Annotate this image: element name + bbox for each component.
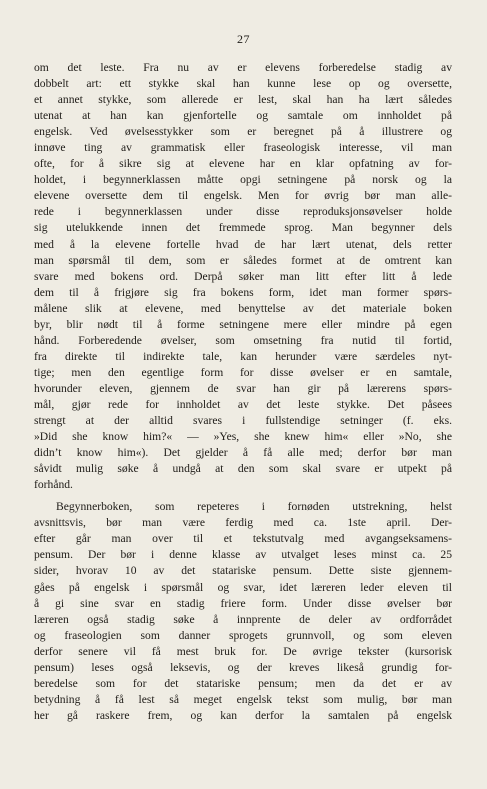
text-line: å gi sine svar en stadig friere form. Under disse øvelser bør <box>34 596 452 610</box>
text-line: beredelse som for det statariske pensum; men da det er av <box>34 676 452 690</box>
text-line: engelsk. Ved øvelsesstykker som er beregnet på å illustrere og <box>34 125 452 139</box>
text-line: rede i begynnerklassen under disse reproduksjonsøvelser holde <box>34 205 452 219</box>
text-line: betydning å få lest så meget engelsk tekst som mulig, bør man <box>34 692 452 706</box>
text-line: svare med bokens ord. Derpå søker man litt efter litt å lede <box>34 269 452 283</box>
text-line: strengt at der alltid svares i fullstendige setninger (f. eks. <box>34 414 452 428</box>
text-line: byr, blir nødt til å forme setningene mere eller mindre på egen <box>34 317 452 331</box>
text-line: forhånd. <box>34 478 73 492</box>
text-line: ofte, for å sikre sig at elevene har en klar opfatning av for- <box>34 157 452 171</box>
text-line: »Did she know him?« — »Yes, she knew him« eller »No, she <box>34 430 452 444</box>
text-line: et annet stykke, som allerede er lest, skal han ha lært således <box>34 93 452 107</box>
text-line: utenat at han kan gjenfortelle og samtale om innholdet på <box>34 109 452 123</box>
text-line: Begynnerboken, som repeteres i fornøden utstrekning, helst <box>56 500 452 514</box>
text-line: dem til å frigjøre sig fra bokens form, idet man former spørs- <box>34 285 452 299</box>
text-line: didn’t know him«). Det gjelder å få alle med; derfor bør man <box>34 446 452 460</box>
text-line: derfor senere vil få mest bruk for. De øvrige tekster (kursorisk <box>34 644 452 658</box>
text-line: sider, hvorav 10 av det statariske pensum. Dette siste gjennem- <box>34 564 452 578</box>
text-line: hvorunder eleven, gjennem de svar han gir på lærerens spørs- <box>34 381 452 395</box>
text-line: gåes på engelsk i spørsmål og svar, idet læreren leder eleven til <box>34 580 452 594</box>
text-line: mål, gjør rede for innholdet av det leste stykke. Det påsees <box>34 397 452 411</box>
text-line: avsnittsvis, bør man være ferdig med ca. 1ste april. Der- <box>34 516 452 530</box>
text-line: læreren også stadig søke å innprente de deler av ordforrådet <box>34 612 452 626</box>
text-line: pensum. Der bør i denne klasse av utvalget leses minst ca. 25 <box>34 548 452 562</box>
body-text <box>34 60 452 724</box>
text-line: målene slik at elevene, med benyttelse av det materiale boken <box>34 301 452 315</box>
text-line: og fraseologien som danner sprogets grunnvoll, og som eleven <box>34 628 452 642</box>
text-line: dobbelt art: ett stykke skal han kunne lese op og oversette, <box>34 77 452 91</box>
paragraph-2 <box>34 499 452 724</box>
text-line: med å la elevene fortelle hvad de har lært utenat, dels retter <box>34 237 452 251</box>
text-line: elevene oversette dem til engelsk. Men for øvrig bør man alle- <box>34 189 452 203</box>
text-line: såvidt mulig søke å undgå at den som skal svare er utpekt på <box>34 462 452 476</box>
text-line: holdet, i begynnerklassen måtte opgi setningene på norsk og la <box>34 173 452 187</box>
text-line: fra direkte til indirekte tale, kan herunder være særdeles nyt- <box>34 349 452 363</box>
text-line: om det leste. Fra nu av er elevens forberedelse stadig av <box>34 61 452 74</box>
text-line: efter går man over til et tekstutvalg med avgangseksamens- <box>34 532 452 546</box>
page-number: 27 <box>237 32 250 46</box>
text-line: her gå raskere frem, og kan derfor la samtalen på engelsk <box>34 708 452 722</box>
text-line: man spørsmål til dem, som er således formet at de omtrent kan <box>34 253 452 267</box>
text-line: pensum) leses også leksevis, og der kreves likeså grundig for- <box>34 660 452 674</box>
text-line: sig utelukkende innen det fremmede sprog. Man begynner dels <box>34 221 452 235</box>
paragraph-1 <box>34 60 452 493</box>
text-line: innøve ting av grammatisk eller fraseologisk interesse, vil man <box>34 141 452 155</box>
text-line: hånd. Forberedende øvelser, som omsetning fra nutid til fortid, <box>34 333 452 347</box>
text-line: tige; men den egentlige form for disse øvelser er en samtale, <box>34 365 452 379</box>
